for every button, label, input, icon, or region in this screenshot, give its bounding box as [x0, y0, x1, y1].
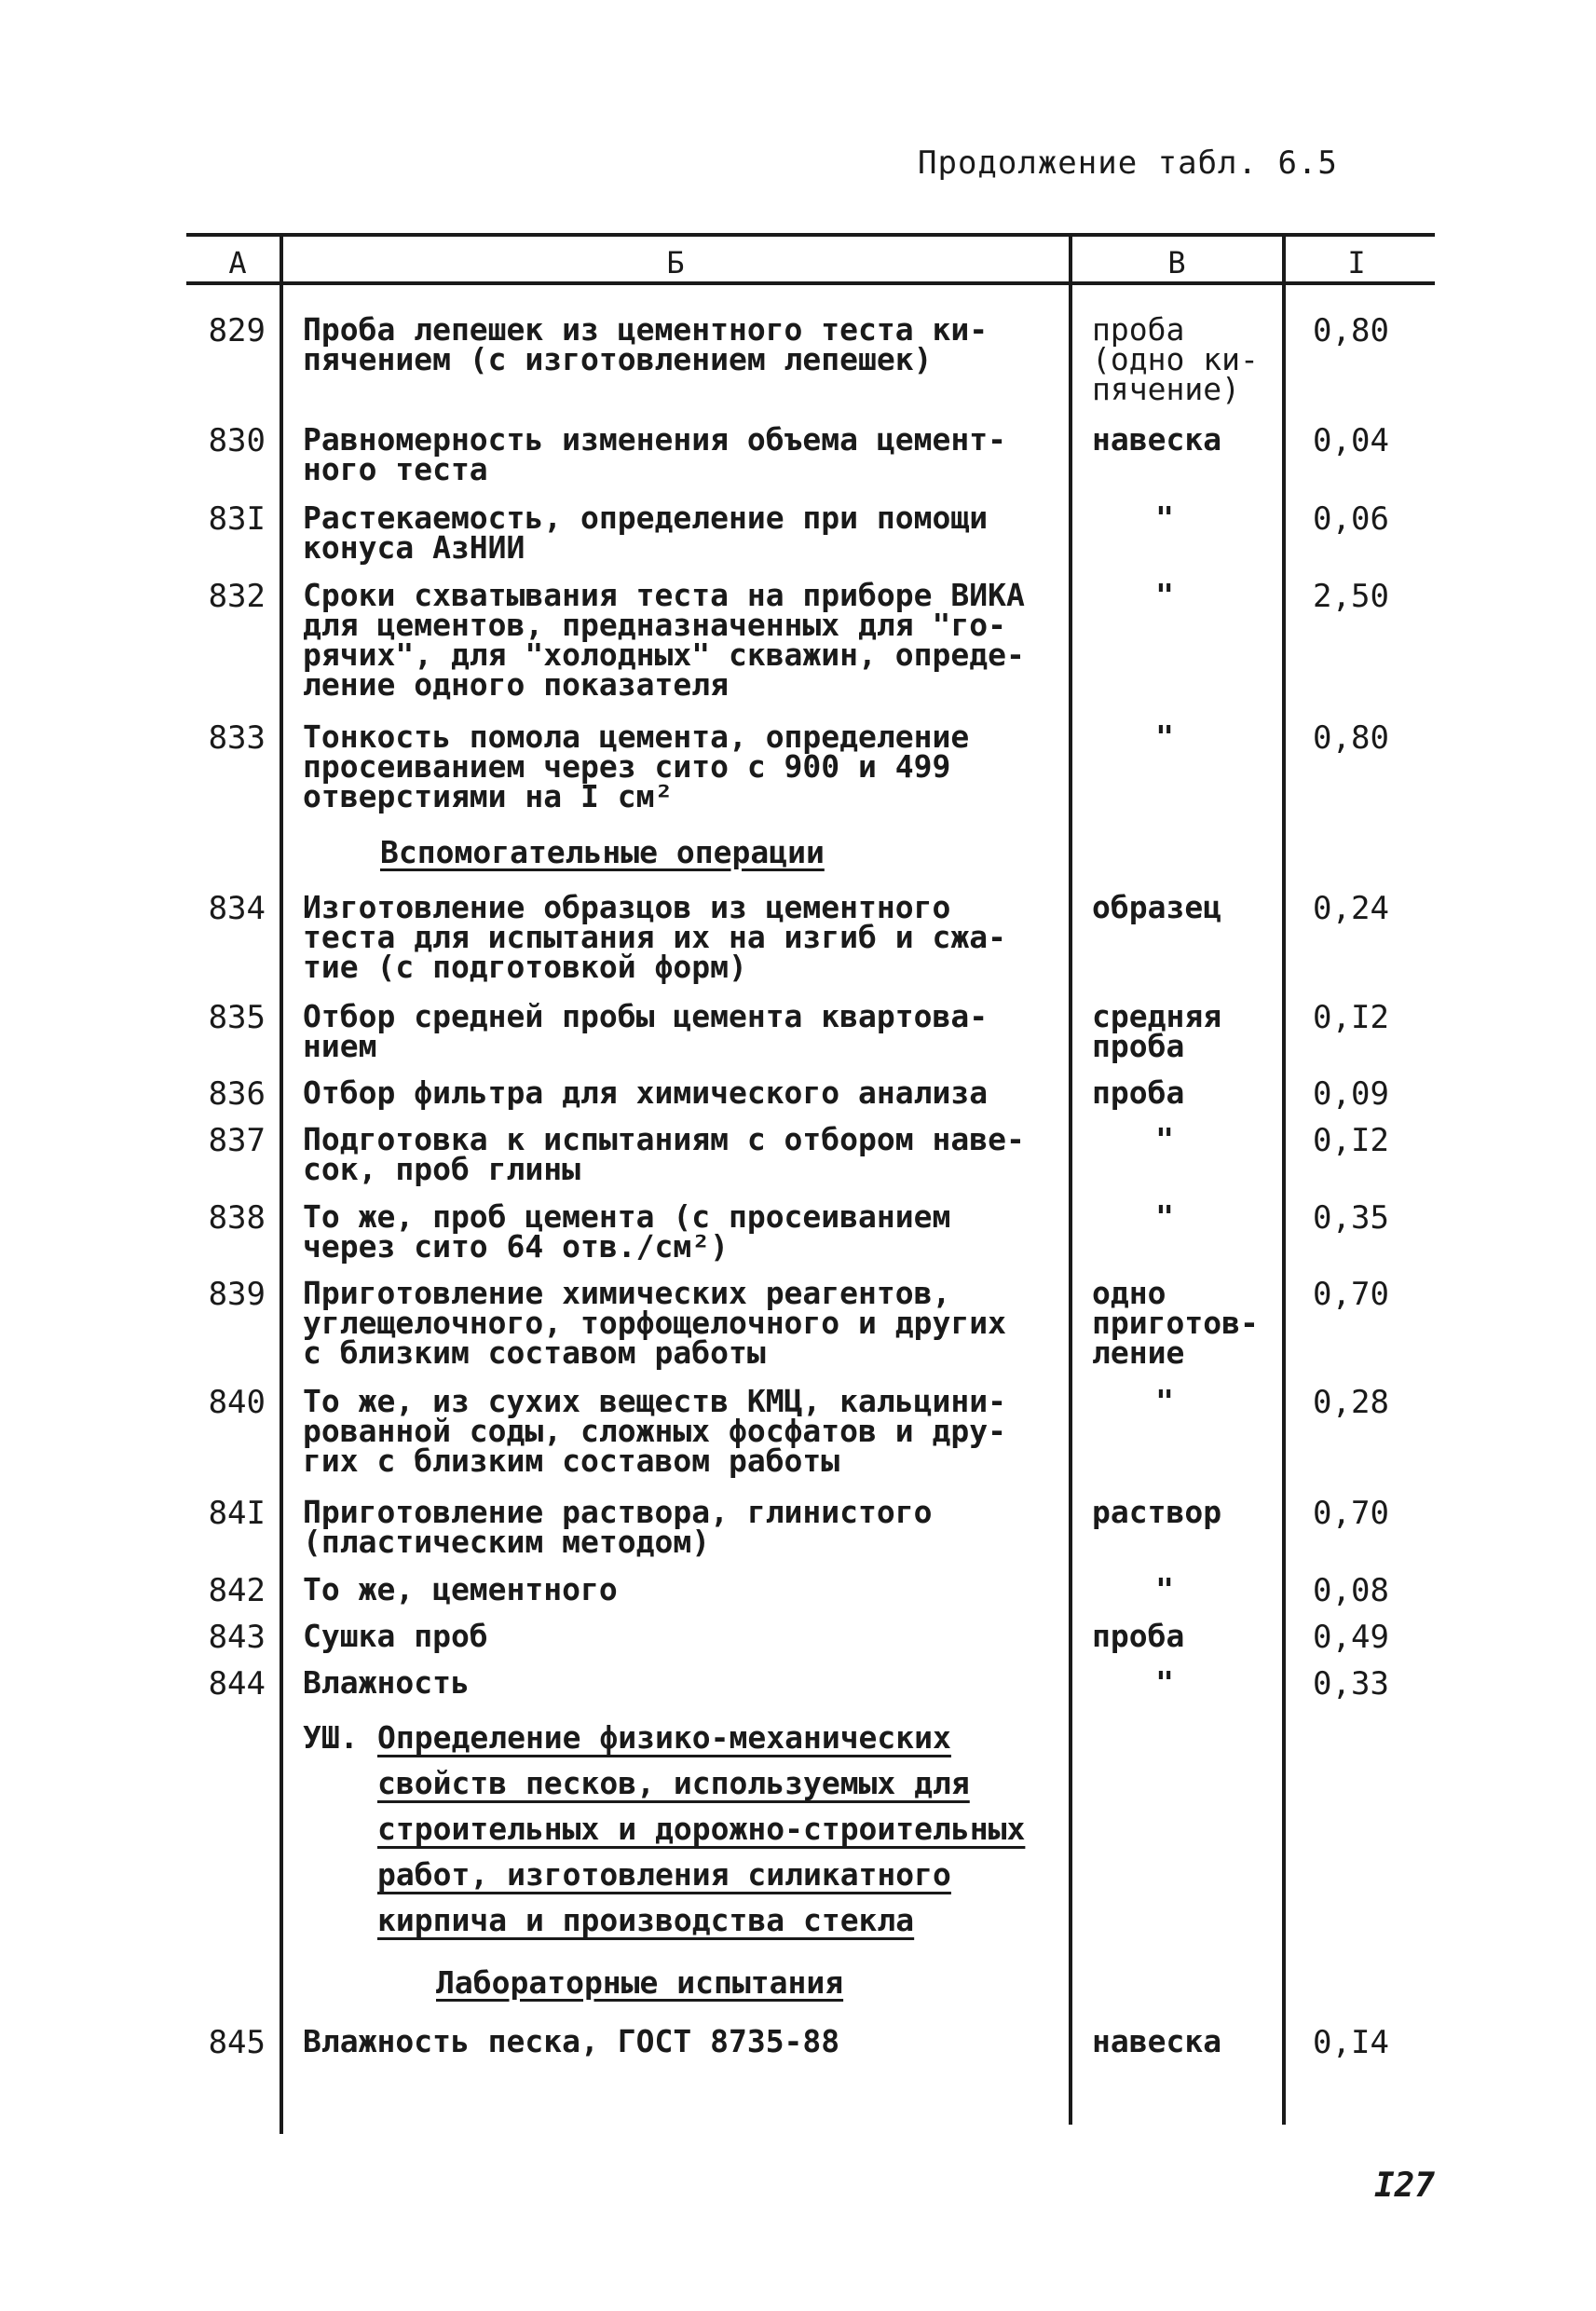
row-unit: " — [1155, 577, 1174, 613]
row-unit: проба — [1092, 1074, 1185, 1111]
row-unit: проба (одно ки- пячение) — [1092, 311, 1259, 407]
column-header-b: Б — [666, 245, 685, 280]
row-name: Растекаемость, определение при помощи конуса АзНИИ — [303, 499, 989, 566]
row-unit: " — [1155, 1571, 1174, 1607]
row-value: 2,50 — [1313, 578, 1389, 615]
row-unit: " — [1155, 718, 1174, 755]
row-name: Тонкость помола цемента, определение просеиванием через сито с 900 и 499 отверстиями на I см² — [303, 718, 970, 814]
row-number: 843 — [208, 1619, 266, 1656]
row-unit: " — [1155, 499, 1174, 536]
subheading-auxiliary: Вспомогательные операции — [380, 834, 825, 870]
column-divider-v-i — [1282, 233, 1286, 2125]
row-unit: одно приготов- ление — [1092, 1275, 1259, 1371]
section-heading — [303, 1715, 1085, 1948]
row-name: То же, проб цемента (с просеиванием через сито 64 отв./см²) — [303, 1198, 951, 1265]
row-number: 837 — [208, 1122, 266, 1159]
section-title-line: работ, изготовления силикатного — [377, 1856, 951, 1893]
row-unit: образец — [1092, 889, 1222, 925]
row-value: 0,I4 — [1313, 2024, 1389, 2061]
row-value: 0,70 — [1313, 1276, 1389, 1313]
row-name: Сушка проб — [303, 1618, 488, 1654]
row-number: 844 — [208, 1665, 266, 1702]
row-value: 0,80 — [1313, 312, 1389, 349]
row-number: 835 — [208, 999, 266, 1036]
column-divider-a-b — [280, 233, 283, 2134]
row-unit: " — [1155, 1664, 1174, 1701]
row-unit: средняя проба — [1092, 998, 1222, 1064]
page-number: I27 — [1374, 2167, 1436, 2205]
row-name: Приготовление раствора, глинистого (пластическим методом) — [303, 1494, 933, 1560]
row-number: 833 — [208, 719, 266, 757]
row-value: 0,04 — [1313, 422, 1389, 459]
row-name: Влажность — [303, 1664, 470, 1701]
row-name: Изготовление образцов из цементного теста для испытания их на изгиб и сжа- тие (с подготовкой форм) — [303, 889, 1006, 985]
section-roman-numeral: УШ. — [303, 1719, 359, 1756]
row-value: 0,06 — [1313, 500, 1389, 538]
row-name: То же, цементного — [303, 1571, 618, 1607]
row-value: 0,24 — [1313, 890, 1389, 927]
row-unit: " — [1155, 1198, 1174, 1235]
row-name: Влажность песка, ГОСТ 8735-88 — [303, 2023, 840, 2059]
subheading-laboratory: Лабораторные испытания — [436, 1964, 844, 2001]
section-title-line: кирпича и производства стекла — [377, 1902, 915, 1938]
header-top-rule — [186, 233, 1435, 237]
row-number: 832 — [208, 578, 266, 615]
row-value: 0,09 — [1313, 1075, 1389, 1113]
section-title-line: свойств песков, используемых для — [377, 1765, 970, 1801]
header-bottom-rule — [186, 281, 1435, 285]
row-number: 834 — [208, 890, 266, 927]
row-number: 838 — [208, 1199, 266, 1237]
row-unit: " — [1155, 1383, 1174, 1419]
row-number: 845 — [208, 2024, 266, 2061]
column-header-v: В — [1167, 245, 1186, 280]
row-value: 0,70 — [1313, 1495, 1389, 1532]
section-title-line: строительных и дорожно-строительных — [377, 1811, 1026, 1847]
section-title — [377, 1715, 1025, 1943]
row-unit: навеска — [1092, 421, 1222, 458]
row-name: Сроки схватывания теста на приборе ВИКА для цементов, предназначенных для "го- рячих", для "холодных" скважин, опреде- ление одного показателя — [303, 577, 1025, 703]
row-number: 836 — [208, 1075, 266, 1113]
row-number: 839 — [208, 1276, 266, 1313]
row-number: 840 — [208, 1384, 266, 1421]
column-header-a: А — [228, 245, 247, 280]
row-number: 84I — [208, 1495, 266, 1532]
section-title-line: Определение физико-механических — [377, 1719, 951, 1756]
row-name: Равномерность изменения объема цемент- ного теста — [303, 421, 1006, 487]
row-value: 0,49 — [1313, 1619, 1389, 1656]
row-value: 0,28 — [1313, 1384, 1389, 1421]
row-value: 0,I2 — [1313, 999, 1389, 1036]
column-header-i: I — [1347, 245, 1366, 280]
row-name: Подготовка к испытаниям с отбором наве- сок, проб глины — [303, 1121, 1025, 1187]
row-name: Приготовление химических реагентов, углещелочного, торфощелочного и других с близким составом работы — [303, 1275, 1006, 1371]
table-caption: Продолжение табл. 6.5 — [918, 144, 1338, 182]
row-value: 0,80 — [1313, 719, 1389, 757]
row-number: 842 — [208, 1572, 266, 1609]
row-unit: проба — [1092, 1618, 1185, 1654]
row-name: То же, из сухих веществ КМЦ, кальцини- рованной соды, сложных фосфатов и дру- гих с близким составом работы — [303, 1383, 1006, 1479]
row-name: Проба лепешек из цементного теста ки- пячением (с изготовлением лепешек) — [303, 311, 989, 377]
row-unit: " — [1155, 1121, 1174, 1157]
row-unit: раствор — [1092, 1494, 1222, 1530]
row-value: 0,35 — [1313, 1199, 1389, 1237]
row-value: 0,33 — [1313, 1665, 1389, 1702]
row-name: Отбор фильтра для химического анализа — [303, 1074, 989, 1111]
row-value: 0,I2 — [1313, 1122, 1389, 1159]
row-number: 830 — [208, 422, 266, 459]
row-number: 829 — [208, 312, 266, 349]
row-value: 0,08 — [1313, 1572, 1389, 1609]
row-unit: навеска — [1092, 2023, 1222, 2059]
row-name: Отбор средней пробы цемента квартова- нием — [303, 998, 989, 1064]
row-number: 83I — [208, 500, 266, 538]
